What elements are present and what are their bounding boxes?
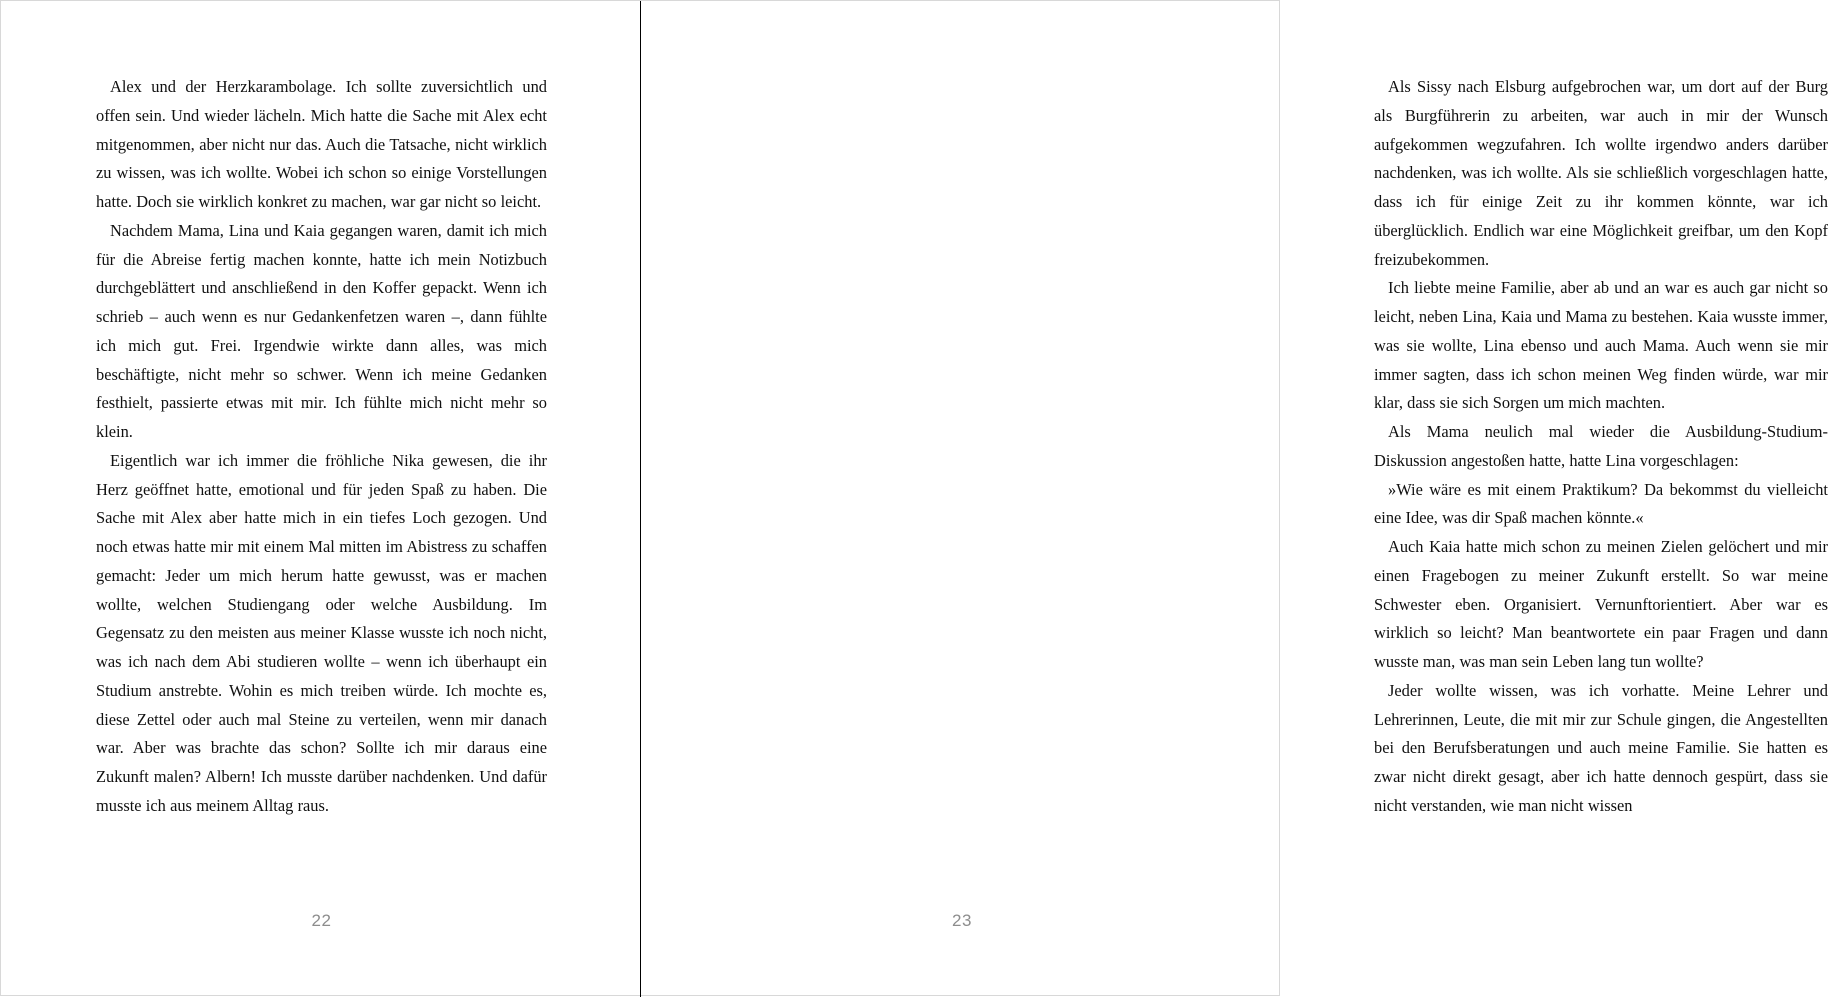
right-page bbox=[641, 1, 1828, 997]
paragraph: Als Mama neulich mal wieder die Ausbildung-Studium-Diskussion angestoßen hatte, hatte Lina vorgeschlagen: bbox=[1374, 422, 1828, 470]
paragraph: Alex und der Herzkarambolage. Ich sollte zuversichtlich und offen sein. Und wieder lächeln. Mich hatte die Sache mit Alex echt mitgenommen, aber nicht nur das. Auch die Tatsache, nicht wirklich zu wissen, was ich wollte. Wobei ich schon so einige Vorstellungen hatte. Doch sie wirklich konkret zu machen, war gar nicht so leicht. bbox=[96, 77, 547, 211]
paragraph: Jeder wollte wissen, was ich vorhatte. Meine Lehrer und Lehrerinnen, Leute, die mit mir zur Schule gingen, die Angestellten bei den Berufsberatungen und auch meine Familie. Sie hatten es zwar nicht direkt gesagt, aber ich hatte dennoch gespürt, dass sie nicht verstanden, wie man nicht wissen bbox=[1374, 680, 1828, 815]
page-number-left: 22 bbox=[311, 911, 332, 930]
paragraph: »Wie wäre es mit einem Praktikum? Da bekommst du vielleicht eine Idee, was dir Spaß machen könnte.« bbox=[1374, 479, 1828, 528]
right-page-textblock bbox=[1374, 73, 1828, 821]
paragraph: Als Sissy nach Elsburg aufgebrochen war, um dort auf der Burg als Burgführerin zu arbeiten, war auch in mir der Wunsch aufgekommen wegzufahren. Ich wollte irgendwo anders darüber nachdenken, was ich wollte. Als sie schließlich vorgeschlagen hatte, dass ich für einige Zeit zu ihr kommen könnte, war ich überglücklich. Endlich war eine Möglichkeit greifbar, um den Kopf freizubekommen. bbox=[1374, 77, 1828, 269]
paragraph: Nachdem Mama, Lina und Kaia gegangen waren, damit ich mich für die Abreise fertig machen konnte, hatte ich mein Notizbuch durchgeblättert und anschließend in den Koffer gepackt. Wenn ich schrieb – auch wenn es nur Gedankenfetzen waren –, dann fühlte ich mich gut. Frei. Irgendwie wirkte dann alles, was mich beschäftigte, nicht mehr so schwer. Wenn ich meine Gedanken festhielt, passierte etwas mit mir. Ich fühlte mich nicht mehr so klein. bbox=[96, 220, 547, 441]
left-page-textblock bbox=[96, 73, 547, 821]
page-number-right: 23 bbox=[952, 911, 972, 930]
paragraph: Ich liebte meine Familie, aber ab und an war es auch gar nicht so leicht, neben Lina, Kaia und Mama zu bestehen. Kaia wusste immer, was sie wollte, Lina ebenso und auch Mama. Auch wenn sie mir immer sagten, dass ich schon meinen Weg finden würde, war mir klar, dass sie sich Sorgen um mich machten. bbox=[1374, 278, 1828, 413]
paragraph: Eigentlich war ich immer die fröhliche Nika gewesen, die ihr Herz geöffnet hatte, emotional und für jeden Spaß zu haben. Die Sache mit Alex aber hatte mich in ein tiefes Loch gezogen. Und noch etwas hatte mir mit einem Mal mitten im Abistress zu schaffen gemacht: Jeder um mich herum hatte gewusst, was er machen wollte, welchen Studiengang oder welche Ausbildung. Im Gegensatz zu den meisten aus meiner Klasse wusste ich noch nicht, was ich nach dem Abi studieren wollte – wenn ich überhaupt ein Studium anstrebte. Wohin es mich treiben würde. Ich mochte es, diese Zettel oder auch mal Steine zu verteilen, wenn mir danach war. Aber was brachte das schon? Sollte ich mir daraus eine Zukunft malen? Albern! Ich musste darüber nachdenken. Und dafür musste ich aus meinem Alltag raus. bbox=[96, 450, 547, 815]
paragraph: Auch Kaia hatte mich schon zu meinen Zielen gelöchert und mir einen Fragebogen zu meiner Zukunft erstellt. So war meine Schwester eben. Organisiert. Vernunftorientiert. Aber war es wirklich so leicht? Man beantwortete ein paar Fragen und dann wusste man, was man sein Leben lang tun wollte? bbox=[1374, 537, 1828, 671]
left-page bbox=[1, 1, 640, 997]
